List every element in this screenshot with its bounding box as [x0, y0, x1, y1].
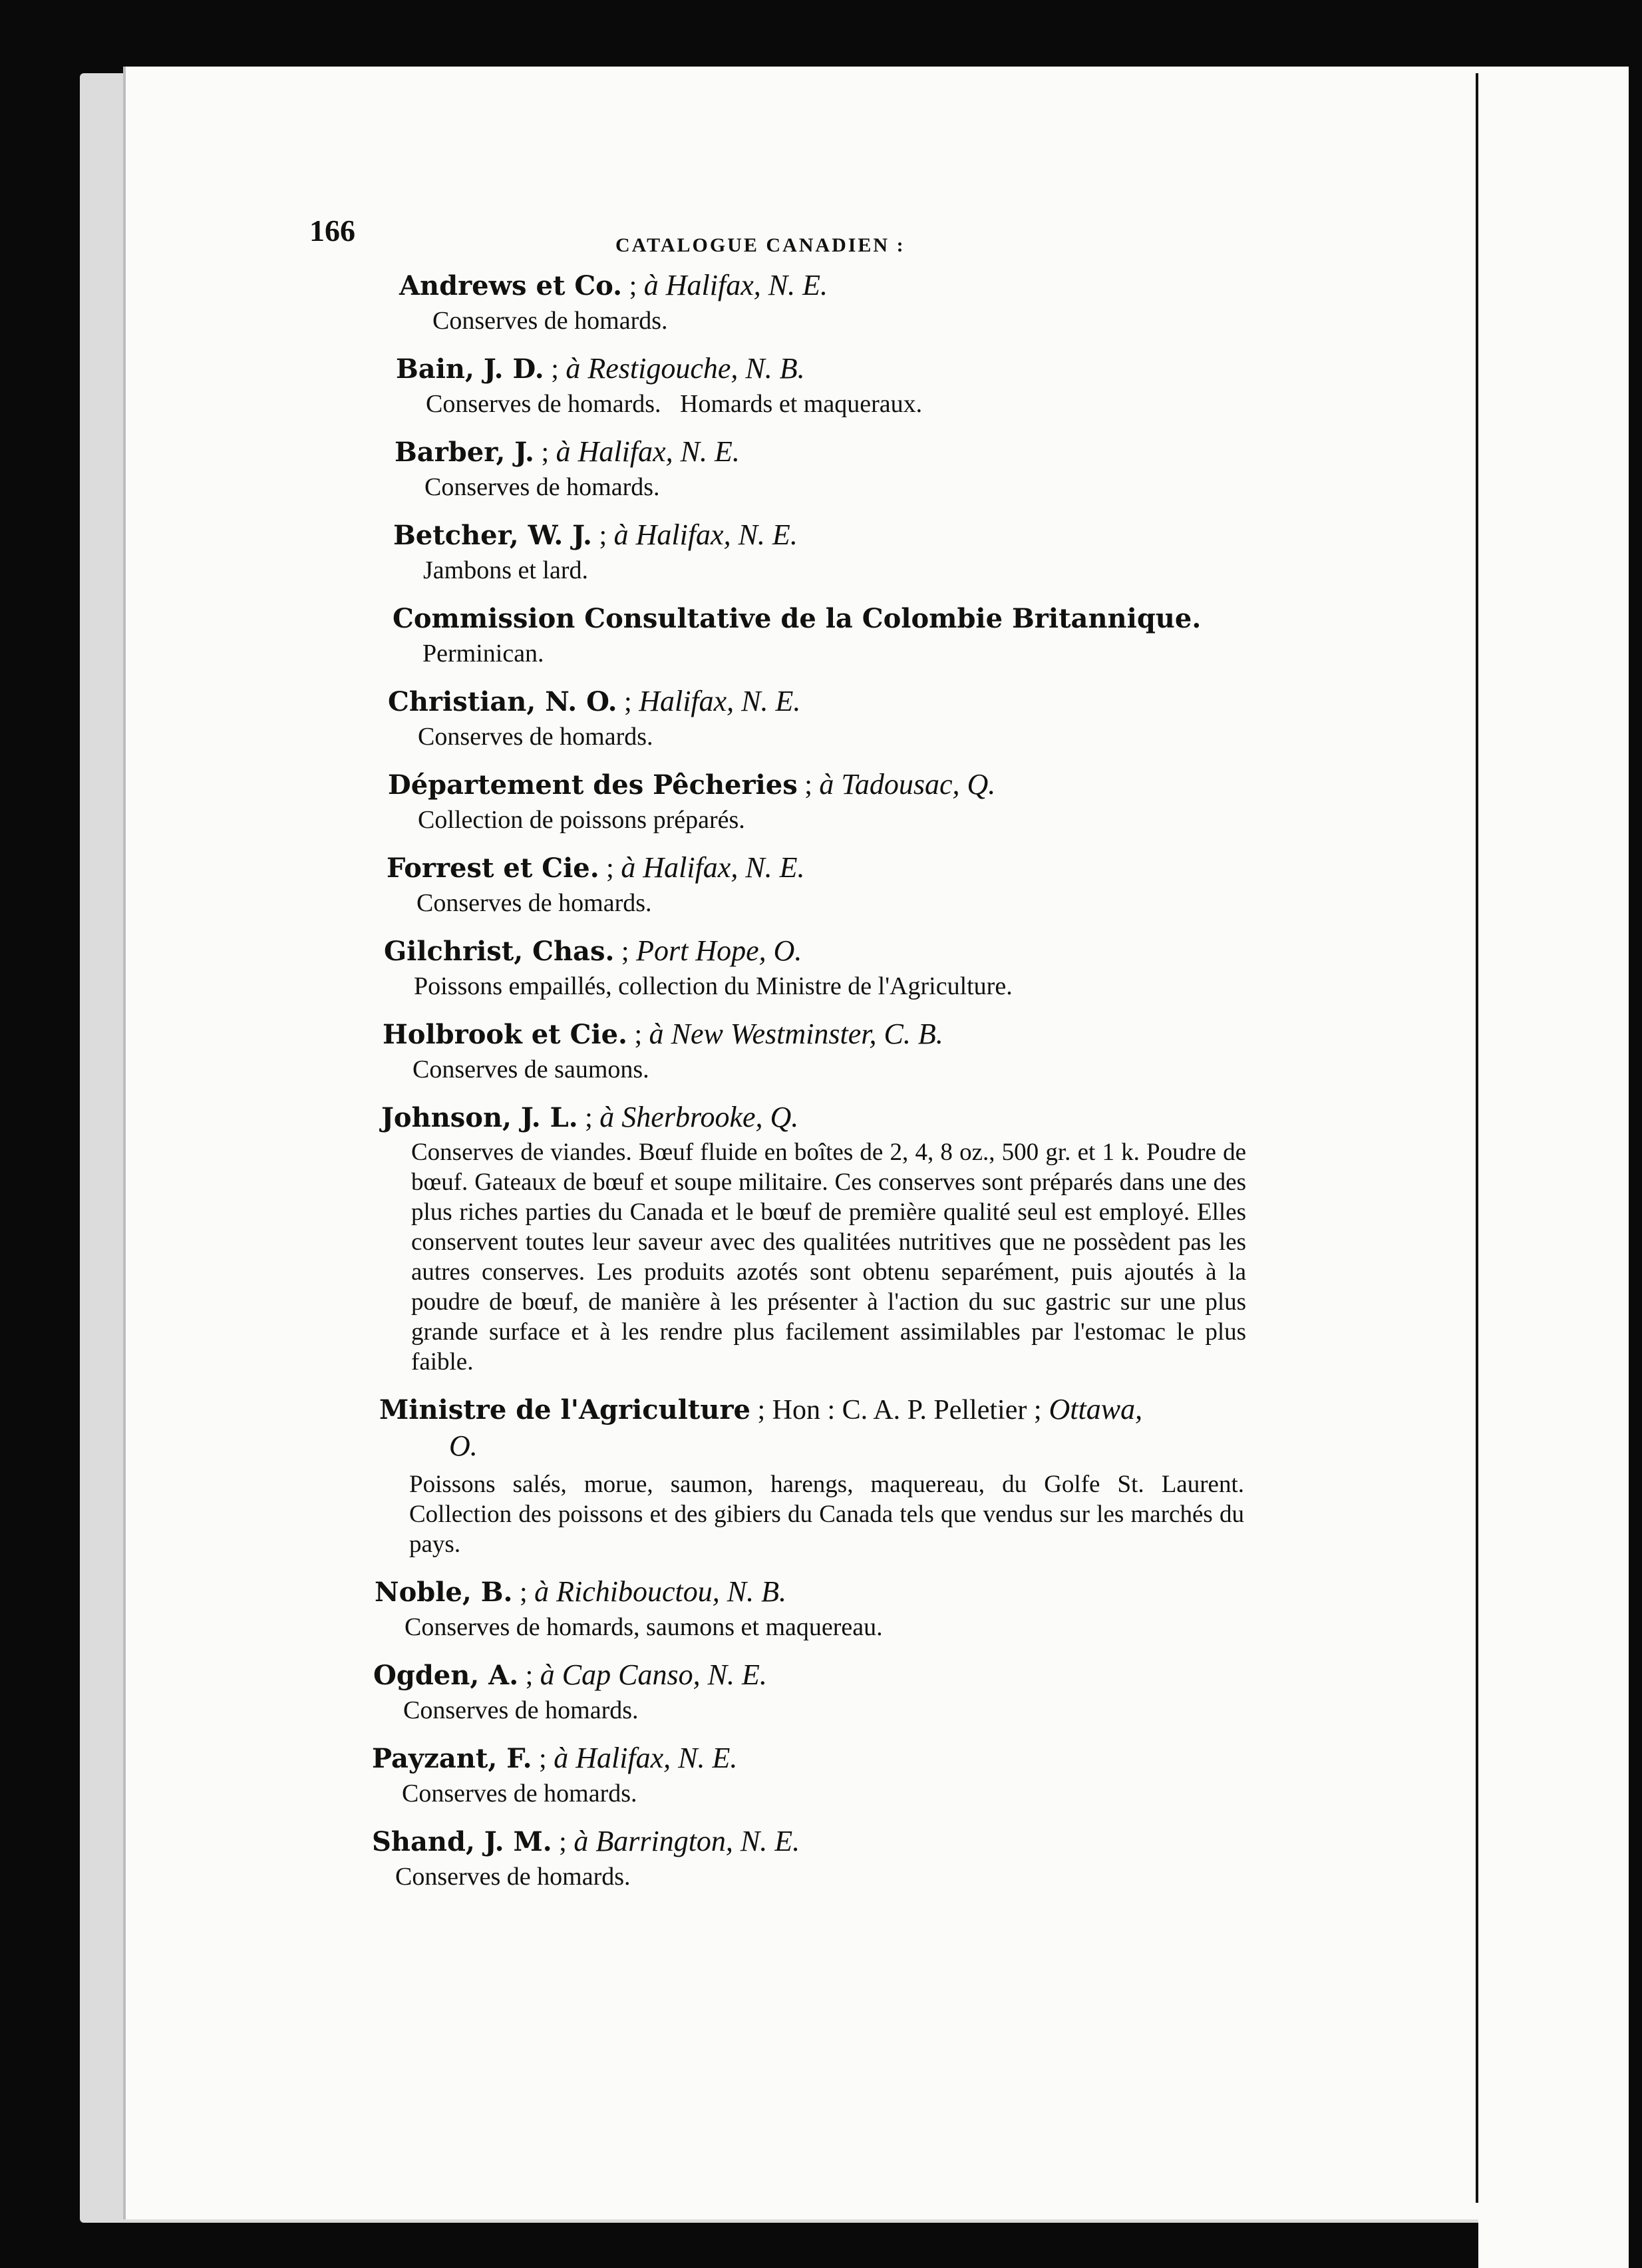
gutter-line [1476, 73, 1478, 2203]
entry-heading [387, 849, 1247, 888]
exhibitor-place: à Restigouche, N. B. [566, 352, 805, 385]
running-title: CATALOGUE CANADIEN : [615, 234, 905, 256]
entry-heading [373, 1656, 1247, 1695]
entry-heading [384, 932, 1247, 971]
separator: ; [599, 853, 621, 884]
entry-description: Conserves de homards. [418, 723, 653, 751]
exhibitor-name: Christian, N. O. [388, 686, 617, 717]
exhibitor-place: à Sherbrooke, Q. [599, 1101, 799, 1133]
exhibitor-place: Halifax, N. E. [639, 685, 801, 717]
separator: ; [617, 687, 639, 717]
exhibitor-place: Port Hope, O. [636, 934, 802, 967]
exhibitor-place: à Halifax, N. E. [613, 518, 798, 551]
entry-heading [372, 1822, 1247, 1861]
separator: ; [750, 1395, 772, 1425]
exhibitor-place: à Barrington, N. E. [574, 1825, 800, 1857]
exhibitor-place: à Halifax, N. E. [556, 435, 740, 468]
entry [375, 1573, 1247, 1642]
entry-heading [388, 682, 1247, 721]
entry [372, 1822, 1247, 1892]
exhibitor-place: à Halifax, N. E. [554, 1742, 738, 1774]
facing-page-margin [1478, 67, 1642, 2268]
entry [393, 599, 1247, 669]
exhibitor-name: Johnson, J. L. [381, 1102, 578, 1133]
honorific-title: Hon : C. A. P. Pelletier ; [772, 1395, 1042, 1425]
exhibitor-place: à Richibouctou, N. B. [534, 1575, 786, 1608]
exhibitor-name: Andrews et Co. [399, 270, 623, 301]
entry-heading [395, 433, 1247, 472]
exhibitor-name: Département des Pêcheries [388, 769, 798, 801]
separator: ; [534, 437, 556, 468]
entry-heading [383, 1015, 1247, 1054]
entry-description: Collection de poissons préparés. [418, 806, 745, 834]
exhibitor-place: à Cap Canso, N. E. [540, 1658, 767, 1691]
entry-description: Conserves de homards. [403, 1696, 639, 1724]
page-number: 166 [309, 214, 355, 248]
entry [388, 682, 1247, 752]
entry-description: Conserves de homards, saumons et maquereau. [405, 1613, 883, 1641]
entry [373, 1656, 1247, 1726]
exhibitor-name: Barber, J. [395, 437, 534, 468]
exhibitor-name: Bain, J. D. [396, 353, 544, 385]
entry [395, 433, 1247, 502]
entry [396, 349, 1247, 419]
entry [381, 1098, 1247, 1377]
entry-heading [388, 765, 1247, 805]
entry-description: Conserves de saumons. [412, 1055, 649, 1083]
separator: ; [532, 1744, 554, 1774]
separator: ; [577, 1103, 600, 1133]
entry-heading [379, 1390, 1247, 1429]
entry [372, 1739, 1247, 1809]
exhibitor-place: à New Westminster, C. B. [649, 1018, 943, 1050]
entry-description: Conserves de homards. [402, 1780, 637, 1807]
entry-heading [399, 266, 1247, 305]
exhibitor-name: Ogden, A. [373, 1660, 519, 1691]
entry-description: Perminican. [422, 640, 544, 667]
exhibitor-place: à Halifax, N. E. [621, 851, 805, 884]
exhibitor-place: à Tadousac, Q. [819, 768, 996, 801]
place-continuation: O. [449, 1429, 478, 1462]
entry-description: Poissons empaillés, collection du Ministre de l'Agriculture. [414, 972, 1013, 1000]
exhibitor-name: Ministre de l'Agriculture [379, 1394, 750, 1425]
exhibitor-name: Shand, J. M. [372, 1826, 552, 1857]
entry [387, 849, 1247, 918]
entry-description: Conserves de homards. [395, 1863, 631, 1891]
separator: ; [797, 770, 820, 801]
exhibitor-name: Noble, B. [375, 1577, 513, 1608]
entry-description: Jambons et lard. [423, 556, 589, 584]
separator: ; [622, 271, 644, 301]
page-content [303, 213, 1247, 1905]
separator: ; [614, 936, 637, 967]
exhibitor-name: Commission Consultative de la Colombie Britannique. [393, 603, 1202, 634]
exhibitor-name: Forrest et Cie. [387, 852, 599, 884]
entry-heading [372, 1739, 1247, 1778]
exhibitor-name: Gilchrist, Chas. [384, 936, 615, 967]
exhibitor-place: Ottawa, [1049, 1393, 1143, 1425]
entry-description: Conserves de homards. [424, 473, 660, 501]
entry-description: Conserves de homards. [416, 889, 652, 917]
entry-description: Conserves de homards. [432, 307, 668, 335]
entry-description: Conserves de homards. Homards et maqueraux. [426, 390, 923, 418]
separator: ; [552, 1827, 574, 1857]
entry [393, 516, 1247, 586]
entry-heading [381, 1098, 1247, 1137]
entry-description: Poissons salés, morue, saumon, harengs, maquereau, du Golfe St. Laurent. Collection des poissons et des gibiers du Canada tels que vendus sur les marchés du pays. [409, 1471, 1244, 1558]
entry-heading [396, 349, 1247, 389]
entry-heading [393, 599, 1247, 638]
entry [388, 765, 1247, 835]
page-header [303, 213, 1247, 266]
separator: ; [518, 1660, 540, 1691]
entry-heading [375, 1573, 1247, 1612]
separator: ; [512, 1577, 535, 1608]
exhibitor-name: Betcher, W. J. [393, 520, 592, 551]
entry [399, 266, 1247, 336]
entry [383, 1015, 1247, 1085]
entry-description: Conserves de viandes. Bœuf fluide en boîtes de 2, 4, 8 oz., 500 gr. et 1 k. Poudre de bœuf. Gateaux de bœuf et soupe militaire. Ces conserves sont préparés dans une des plus riches parties du Canada et le bœuf de première qualité seul est employé. Elles conservent toutes leur saveur avec des qualitées nutritives que ne possèdent pas les autres conserves. Les produits azotés sont obtenu separément, puis ajoutés à la poudre de bœuf, de manière à les présenter à l'action du suc gastric sur une plus grande surface et à les rendre plus facilement assimilables par l'estomac le plus faible. [411, 1139, 1246, 1376]
entry [379, 1390, 1247, 1559]
separator: ; [591, 520, 614, 551]
entry-heading [393, 516, 1247, 555]
separator: ; [544, 354, 566, 385]
exhibitor-place: à Halifax, N. E. [643, 269, 828, 301]
exhibitor-name: Holbrook et Cie. [383, 1019, 627, 1050]
exhibitor-name: Payzant, F. [372, 1743, 532, 1774]
entry [384, 932, 1247, 1002]
separator: ; [627, 1020, 649, 1050]
